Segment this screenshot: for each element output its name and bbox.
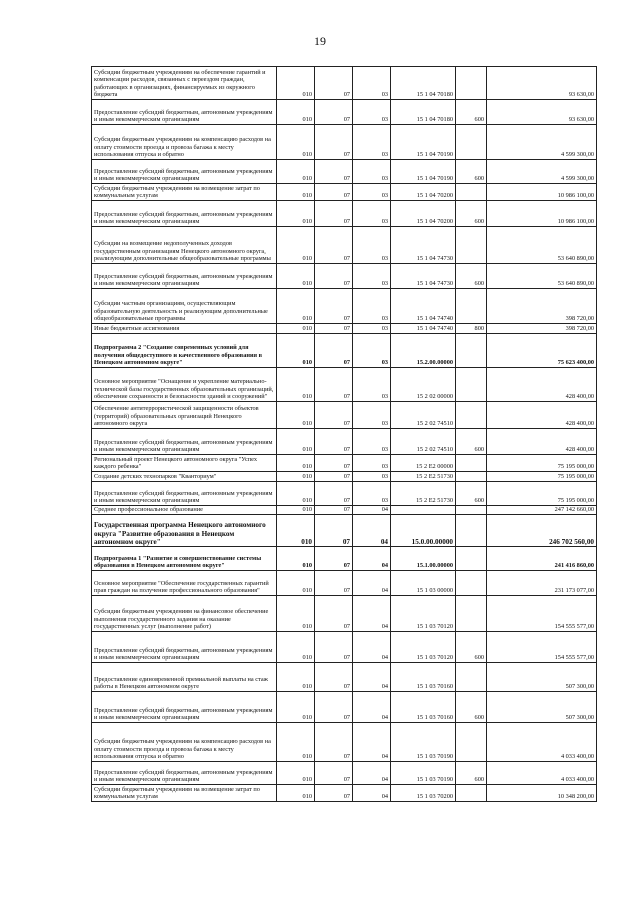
table-row — [92, 472, 597, 482]
row-grbs: 010 — [277, 455, 315, 472]
row-name: Предоставление субсидий бюджетным, автономным учреждениям и иным некоммерческим организациям — [92, 692, 277, 723]
row-name: Предоставление субсидий бюджетным, автономным учреждениям и иным некоммерческим организациям — [92, 100, 277, 125]
row-expense-type: 600 — [456, 429, 487, 455]
row-name: Иные бюджетные ассигнования — [92, 324, 277, 334]
row-section: 07 — [315, 201, 353, 227]
table-row — [92, 67, 597, 100]
row-name: Основное мероприятие "Оснащение и укрепление материально-технической базы государственных образовательных организаций, обеспечение сохранности и безопасности зданий и сооружений" — [92, 368, 277, 402]
row-section: 07 — [315, 429, 353, 455]
table-row — [92, 227, 597, 264]
row-expense-type — [456, 547, 487, 571]
row-amount: 53 640 890,00 — [487, 227, 597, 264]
row-expense-type: 600 — [456, 201, 487, 227]
row-amount: 10 348 200,00 — [487, 785, 597, 802]
row-amount: 398 720,00 — [487, 289, 597, 324]
row-section: 07 — [315, 160, 353, 184]
page-number: 19 — [314, 34, 326, 48]
table-row — [92, 264, 597, 289]
row-section: 07 — [315, 506, 353, 515]
row-amount: 75 195 000,00 — [487, 472, 597, 482]
row-target-article: 15 2 E2 51730 — [391, 472, 456, 482]
row-target-article: 15 1 03 70190 — [391, 723, 456, 762]
row-name: Подпрограмма 1 "Развитие и совершенствование системы образования в Ненецком автономном округе" — [92, 547, 277, 571]
row-target-article: 15 2 E2 00000 — [391, 455, 456, 472]
row-expense-type — [456, 515, 487, 547]
row-subsection: 04 — [353, 785, 391, 802]
row-section: 07 — [315, 334, 353, 368]
row-name: Создание детских технопарков "Кванториум" — [92, 472, 277, 482]
row-section: 07 — [315, 402, 353, 429]
row-target-article: 15 2 02 74510 — [391, 402, 456, 429]
row-name: Основное мероприятие "Обеспечение государственных гарантий прав граждан на получение профессионального образования" — [92, 571, 277, 596]
row-section: 07 — [315, 289, 353, 324]
row-subsection: 03 — [353, 184, 391, 201]
table-row — [92, 429, 597, 455]
row-target-article: 15 1 04 70180 — [391, 100, 456, 125]
row-amount: 231 173 077,00 — [487, 571, 597, 596]
row-section: 07 — [315, 455, 353, 472]
row-target-article: 15 1 04 70190 — [391, 125, 456, 160]
table-row — [92, 125, 597, 160]
row-target-article: 15 1 04 74740 — [391, 324, 456, 334]
row-amount: 75 623 400,00 — [487, 334, 597, 368]
row-amount: 93 630,00 — [487, 67, 597, 100]
row-expense-type: 600 — [456, 264, 487, 289]
row-grbs: 010 — [277, 160, 315, 184]
table-row — [92, 402, 597, 429]
row-target-article: 15 2 02 00000 — [391, 368, 456, 402]
row-expense-type: 600 — [456, 692, 487, 723]
row-subsection: 03 — [353, 472, 391, 482]
row-amount: 4 033 400,00 — [487, 723, 597, 762]
row-subsection: 04 — [353, 692, 391, 723]
row-grbs: 010 — [277, 785, 315, 802]
row-amount: 428 400,00 — [487, 402, 597, 429]
row-amount: 154 555 577,00 — [487, 596, 597, 632]
row-expense-type: 600 — [456, 632, 487, 663]
row-grbs: 010 — [277, 547, 315, 571]
row-section: 07 — [315, 692, 353, 723]
row-grbs: 010 — [277, 571, 315, 596]
row-grbs: 010 — [277, 482, 315, 506]
row-amount: 246 702 560,00 — [487, 515, 597, 547]
row-section: 07 — [315, 571, 353, 596]
row-name: Субсидии бюджетным учреждениям на обеспечение гарантий и компенсации расходов, связанных с переездом граждан, работающих в организациях, финансируемых из окружного бюджета — [92, 67, 277, 100]
row-amount: 75 195 000,00 — [487, 455, 597, 472]
row-amount: 428 400,00 — [487, 429, 597, 455]
row-section: 07 — [315, 184, 353, 201]
row-target-article: 15 2 E2 51730 — [391, 482, 456, 506]
budget-table-body — [92, 67, 597, 802]
row-name: Государственная программа Ненецкого автономного округа "Развитие образования в Ненецком автономном округе" — [92, 515, 277, 547]
row-expense-type — [456, 663, 487, 692]
row-expense-type — [456, 67, 487, 100]
row-target-article: 15.0.00.00000 — [391, 515, 456, 547]
row-expense-type: 600 — [456, 482, 487, 506]
row-subsection: 03 — [353, 264, 391, 289]
row-subsection: 04 — [353, 663, 391, 692]
row-target-article: 15 1 03 70120 — [391, 632, 456, 663]
table-row — [92, 692, 597, 723]
row-name: Субсидии бюджетным учреждениям на возмещение затрат по коммунальным услугам — [92, 184, 277, 201]
row-subsection: 03 — [353, 201, 391, 227]
table-row — [92, 663, 597, 692]
row-section: 07 — [315, 264, 353, 289]
row-expense-type — [456, 506, 487, 515]
row-subsection: 04 — [353, 547, 391, 571]
row-name: Предоставление субсидий бюджетным, автономным учреждениям и иным некоммерческим организациям — [92, 632, 277, 663]
row-name: Субсидии на возмещение недополученных доходов государственным организациям Ненецкого автономного округа, реализующим дополнительные общеобразовательные программы — [92, 227, 277, 264]
row-expense-type — [456, 402, 487, 429]
row-name: Предоставление субсидий бюджетным, автономным учреждениям и иным некоммерческим организациям — [92, 429, 277, 455]
row-subsection: 03 — [353, 324, 391, 334]
table-row — [92, 289, 597, 324]
row-name: Среднее профессиональное образование — [92, 506, 277, 515]
table-row — [92, 160, 597, 184]
row-amount: 507 300,00 — [487, 692, 597, 723]
row-grbs: 010 — [277, 324, 315, 334]
row-target-article: 15 1 04 70190 — [391, 160, 456, 184]
budget-table — [91, 66, 597, 802]
row-subsection: 03 — [353, 160, 391, 184]
row-expense-type — [456, 723, 487, 762]
row-name: Предоставление единовременной премиальной выплаты на стаж работы в Ненецком автономном округе — [92, 663, 277, 692]
row-grbs: 010 — [277, 264, 315, 289]
row-expense-type — [456, 596, 487, 632]
row-section: 07 — [315, 632, 353, 663]
table-row — [92, 571, 597, 596]
row-subsection: 03 — [353, 67, 391, 100]
row-name: Подпрограмма 2 "Создание современных условий для получения общедоступного и качественного образования в Ненецком автономном округе" — [92, 334, 277, 368]
row-section: 07 — [315, 762, 353, 785]
row-grbs: 010 — [277, 692, 315, 723]
row-target-article: 15 1 04 74730 — [391, 264, 456, 289]
row-section: 07 — [315, 515, 353, 547]
row-subsection: 03 — [353, 482, 391, 506]
row-section: 07 — [315, 67, 353, 100]
row-section: 07 — [315, 482, 353, 506]
row-target-article: 15 1 03 70120 — [391, 596, 456, 632]
row-target-article: 15 2 02 74510 — [391, 429, 456, 455]
row-grbs: 010 — [277, 227, 315, 264]
row-subsection: 03 — [353, 125, 391, 160]
row-subsection: 04 — [353, 723, 391, 762]
row-section: 07 — [315, 596, 353, 632]
row-expense-type — [456, 184, 487, 201]
row-target-article: 15 1 04 74740 — [391, 289, 456, 324]
row-target-article: 15 1 04 70200 — [391, 184, 456, 201]
row-section: 07 — [315, 125, 353, 160]
table-row — [92, 184, 597, 201]
row-amount: 4 599 300,00 — [487, 125, 597, 160]
row-expense-type — [456, 455, 487, 472]
row-name: Предоставление субсидий бюджетным, автономным учреждениям и иным некоммерческим организациям — [92, 201, 277, 227]
row-grbs: 010 — [277, 368, 315, 402]
row-amount: 75 195 000,00 — [487, 482, 597, 506]
row-section: 07 — [315, 785, 353, 802]
row-subsection: 03 — [353, 402, 391, 429]
row-subsection: 04 — [353, 596, 391, 632]
row-section: 07 — [315, 324, 353, 334]
row-target-article: 15.1.00.00000 — [391, 547, 456, 571]
row-target-article: 15 1 03 00000 — [391, 571, 456, 596]
table-row — [92, 455, 597, 472]
row-expense-type — [456, 472, 487, 482]
row-name: Предоставление субсидий бюджетным, автономным учреждениям и иным некоммерческим организациям — [92, 482, 277, 506]
row-expense-type: 600 — [456, 100, 487, 125]
row-grbs: 010 — [277, 201, 315, 227]
row-grbs: 010 — [277, 632, 315, 663]
row-target-article: 15.2.00.00000 — [391, 334, 456, 368]
table-row — [92, 632, 597, 663]
row-subsection: 03 — [353, 227, 391, 264]
row-expense-type — [456, 334, 487, 368]
row-expense-type: 800 — [456, 324, 487, 334]
row-target-article: 15 1 03 70200 — [391, 785, 456, 802]
row-subsection: 04 — [353, 632, 391, 663]
table-row — [92, 324, 597, 334]
row-grbs: 010 — [277, 596, 315, 632]
row-grbs: 010 — [277, 334, 315, 368]
row-expense-type: 600 — [456, 160, 487, 184]
table-row — [92, 596, 597, 632]
row-target-article: 15 1 04 74730 — [391, 227, 456, 264]
row-subsection: 03 — [353, 455, 391, 472]
row-expense-type — [456, 125, 487, 160]
row-grbs: 010 — [277, 762, 315, 785]
row-grbs: 010 — [277, 663, 315, 692]
row-grbs: 010 — [277, 184, 315, 201]
row-grbs: 010 — [277, 125, 315, 160]
row-subsection: 04 — [353, 571, 391, 596]
row-subsection: 04 — [353, 506, 391, 515]
row-name: Обеспечение антитеррористической защищенности объектов (территорий) образовательных организаций Ненецкого автономного округа — [92, 402, 277, 429]
table-row — [92, 723, 597, 762]
row-section: 07 — [315, 723, 353, 762]
row-grbs: 010 — [277, 723, 315, 762]
row-amount: 507 300,00 — [487, 663, 597, 692]
row-subsection: 04 — [353, 762, 391, 785]
row-expense-type — [456, 227, 487, 264]
row-amount: 93 630,00 — [487, 100, 597, 125]
row-section: 07 — [315, 547, 353, 571]
row-target-article: 15 1 03 70190 — [391, 762, 456, 785]
row-amount: 154 555 577,00 — [487, 632, 597, 663]
row-amount: 428 400,00 — [487, 368, 597, 402]
row-target-article: 15 1 04 70200 — [391, 201, 456, 227]
row-amount: 53 640 890,00 — [487, 264, 597, 289]
row-amount: 241 416 860,00 — [487, 547, 597, 571]
row-grbs: 010 — [277, 429, 315, 455]
row-name: Субсидии бюджетным учреждениям на компенсацию расходов на оплату стоимости проезда и провоза багажа к месту использования отпуска и обратно — [92, 125, 277, 160]
row-grbs: 010 — [277, 506, 315, 515]
row-expense-type — [456, 368, 487, 402]
row-target-article: 15 1 04 70180 — [391, 67, 456, 100]
row-section: 07 — [315, 368, 353, 402]
row-amount: 398 720,00 — [487, 324, 597, 334]
row-subsection: 03 — [353, 429, 391, 455]
table-row — [92, 334, 597, 368]
row-subsection: 03 — [353, 289, 391, 324]
row-amount: 4 599 300,00 — [487, 160, 597, 184]
row-subsection: 04 — [353, 515, 391, 547]
row-name: Предоставление субсидий бюджетным, автономным учреждениям и иным некоммерческим организациям — [92, 264, 277, 289]
row-expense-type: 600 — [456, 762, 487, 785]
table-row — [92, 506, 597, 515]
row-section: 07 — [315, 472, 353, 482]
row-name: Субсидии частным организациям, осуществляющим образовательную деятельность и реализующим дополнительные общеобразовательные программы — [92, 289, 277, 324]
table-row — [92, 201, 597, 227]
table-row — [92, 515, 597, 547]
row-name: Предоставление субсидий бюджетным, автономным учреждениям и иным некоммерческим организациям — [92, 762, 277, 785]
table-row — [92, 785, 597, 802]
row-expense-type — [456, 785, 487, 802]
row-name: Субсидии бюджетным учреждениям на возмещение затрат по коммунальным услугам — [92, 785, 277, 802]
row-grbs: 010 — [277, 100, 315, 125]
row-expense-type — [456, 289, 487, 324]
row-amount: 10 986 100,00 — [487, 201, 597, 227]
row-grbs: 010 — [277, 515, 315, 547]
row-target-article — [391, 506, 456, 515]
row-subsection: 03 — [353, 100, 391, 125]
table-row — [92, 368, 597, 402]
row-name: Региональный проект Ненецкого автономного округа "Успех каждого ребенка" — [92, 455, 277, 472]
row-grbs: 010 — [277, 402, 315, 429]
row-amount: 4 033 400,00 — [487, 762, 597, 785]
row-subsection: 03 — [353, 334, 391, 368]
row-section: 07 — [315, 663, 353, 692]
row-grbs: 010 — [277, 289, 315, 324]
row-grbs: 010 — [277, 472, 315, 482]
row-grbs: 010 — [277, 67, 315, 100]
row-subsection: 03 — [353, 368, 391, 402]
row-section: 07 — [315, 100, 353, 125]
row-name: Субсидии бюджетным учреждениям на компенсацию расходов на оплату стоимости проезда и провоза багажа к месту использования отпуска и обратно — [92, 723, 277, 762]
row-name: Предоставление субсидий бюджетным, автономным учреждениям и иным некоммерческим организациям — [92, 160, 277, 184]
row-target-article: 15 1 03 70160 — [391, 692, 456, 723]
row-name: Субсидии бюджетным учреждениям на финансовое обеспечение выполнения государственного задания на оказание государственных услуг (выполнение работ) — [92, 596, 277, 632]
table-row — [92, 482, 597, 506]
row-amount: 10 986 100,00 — [487, 184, 597, 201]
row-amount: 247 142 660,00 — [487, 506, 597, 515]
table-row — [92, 547, 597, 571]
table-row — [92, 762, 597, 785]
row-target-article: 15 1 03 70160 — [391, 663, 456, 692]
row-expense-type — [456, 571, 487, 596]
row-section: 07 — [315, 227, 353, 264]
table-row — [92, 100, 597, 125]
